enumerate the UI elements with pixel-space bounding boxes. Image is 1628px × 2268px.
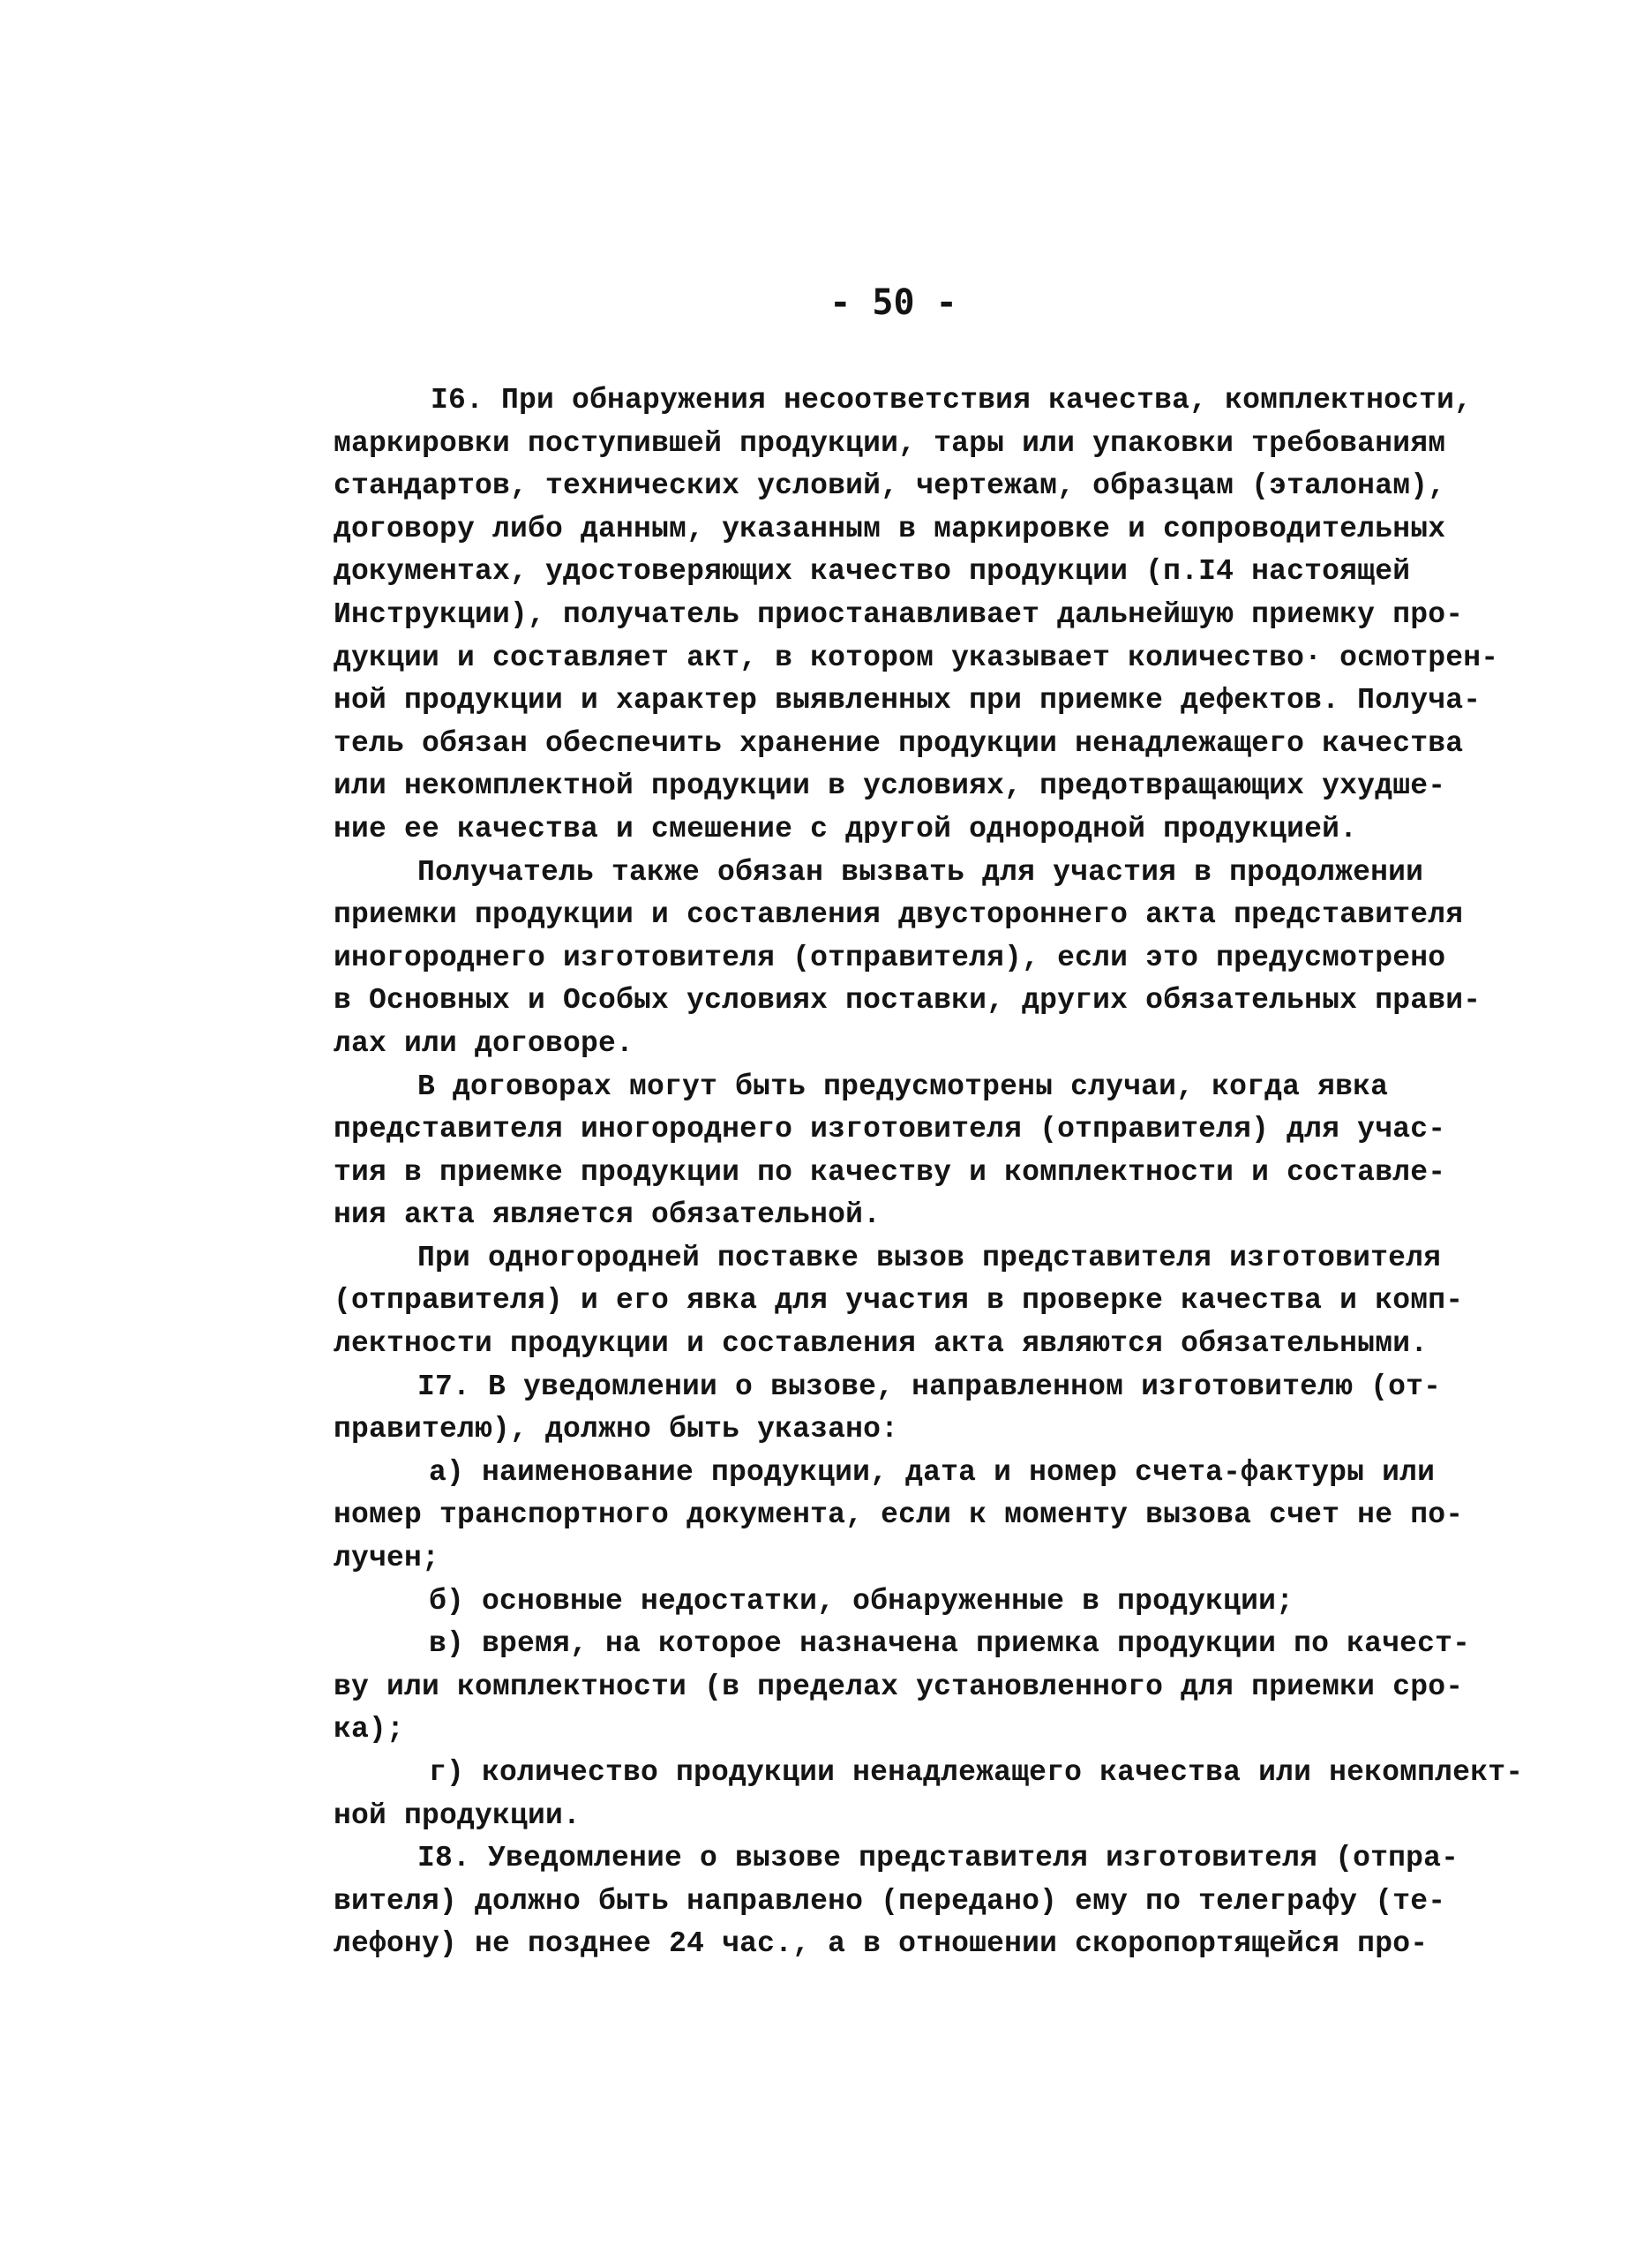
page-number: - 50 -: [829, 282, 957, 323]
paragraph-line: представителя иногороднего изготовителя (отправителя) для учас-: [334, 1113, 1446, 1146]
list-item-line: лучен;: [334, 1542, 440, 1575]
paragraph-line: маркировки поступившей продукции, тары или упаковки требованиям: [334, 426, 1446, 460]
list-item-line: г) количество продукции ненадлежащего качества или некомплект-: [429, 1756, 1524, 1789]
paragraph-line: договору либо данным, указанным в маркировке и сопроводительных: [334, 512, 1446, 545]
paragraph-line: При одногородней поставке вызов представителя изготовителя: [417, 1241, 1442, 1274]
paragraph-line: ной продукции и характер выявленных при приемке дефектов. Получа-: [334, 684, 1482, 717]
list-item-line: номер транспортного документа, если к моменту вызова счет не по-: [334, 1498, 1464, 1532]
paragraph-line: правителю), должно быть указано:: [334, 1413, 899, 1446]
paragraph-line: В договорах могут быть предусмотрены случаи, когда явка: [417, 1070, 1389, 1103]
paragraph-line: (отправителя) и его явка для участия в проверке качества и комп-: [334, 1284, 1464, 1318]
paragraph-line: тель обязан обеспечить хранение продукции ненадлежащего качества: [334, 726, 1464, 760]
paragraph-line: Получатель также обязан вызвать для участия в продолжении: [417, 855, 1424, 889]
paragraph-line: лектности продукции и составления акта являются обязательными.: [334, 1327, 1429, 1361]
paragraph-line: лефону) не позднее 24 час., а в отношении скоропортящейся про-: [334, 1927, 1429, 1961]
paragraph-line: приемки продукции и составления двустороннего акта представителя: [334, 898, 1464, 932]
list-item-line: б) основные недостатки, обнаруженные в продукции;: [429, 1584, 1294, 1618]
document-body: [334, 379, 1587, 1966]
list-item-line: ка);: [334, 1713, 405, 1746]
paragraph-line: стандартов, технических условий, чертежам, образцам (эталонам),: [334, 469, 1446, 503]
paragraph-line: вителя) должно быть направлено (передано) ему по телеграфу (те-: [334, 1884, 1446, 1918]
paragraph-line: Инструкции), получатель приостанавливает дальнейшую приемку про-: [334, 597, 1464, 631]
paragraph-line: ния акта является обязательной.: [334, 1198, 882, 1232]
paragraph-line: I8. Уведомление о вызове представителя изготовителя (отпра-: [417, 1842, 1459, 1875]
paragraph-line: I7. В уведомлении о вызове, направленном изготовителю (от-: [417, 1370, 1442, 1403]
list-item-line: ной продукции.: [334, 1799, 581, 1832]
paragraph-line: в Основных и Особых условиях поставки, других обязательных прави-: [334, 984, 1482, 1018]
paragraph-line: лах или договоре.: [334, 1026, 634, 1060]
list-item-line: в) время, на которое назначена приемка продукции по качест-: [429, 1627, 1471, 1661]
paragraph-line: или некомплектной продукции в условиях, предотвращающих ухудше-: [334, 770, 1446, 803]
paragraph-line: иногороднего изготовителя (отправителя), если это предусмотрено: [334, 941, 1446, 974]
paragraph-line: документах, удостоверяющих качество продукции (п.I4 настоящей: [334, 555, 1411, 589]
paragraph-line: I6. При обнаружения несоответствия качества, комплектности,: [431, 384, 1473, 417]
paragraph-line: тия в приемке продукции по качеству и комплектности и составле-: [334, 1155, 1446, 1189]
list-item-line: а) наименование продукции, дата и номер счета-фактуры или: [429, 1455, 1436, 1489]
list-item-line: ву или комплектности (в пределах установленного для приемки сро-: [334, 1670, 1464, 1703]
paragraph-line: дукции и составляет акт, в котором указывает количество· осмотрен-: [334, 641, 1499, 674]
paragraph-line: ние ее качества и смешение с другой однородной продукцией.: [334, 812, 1358, 845]
